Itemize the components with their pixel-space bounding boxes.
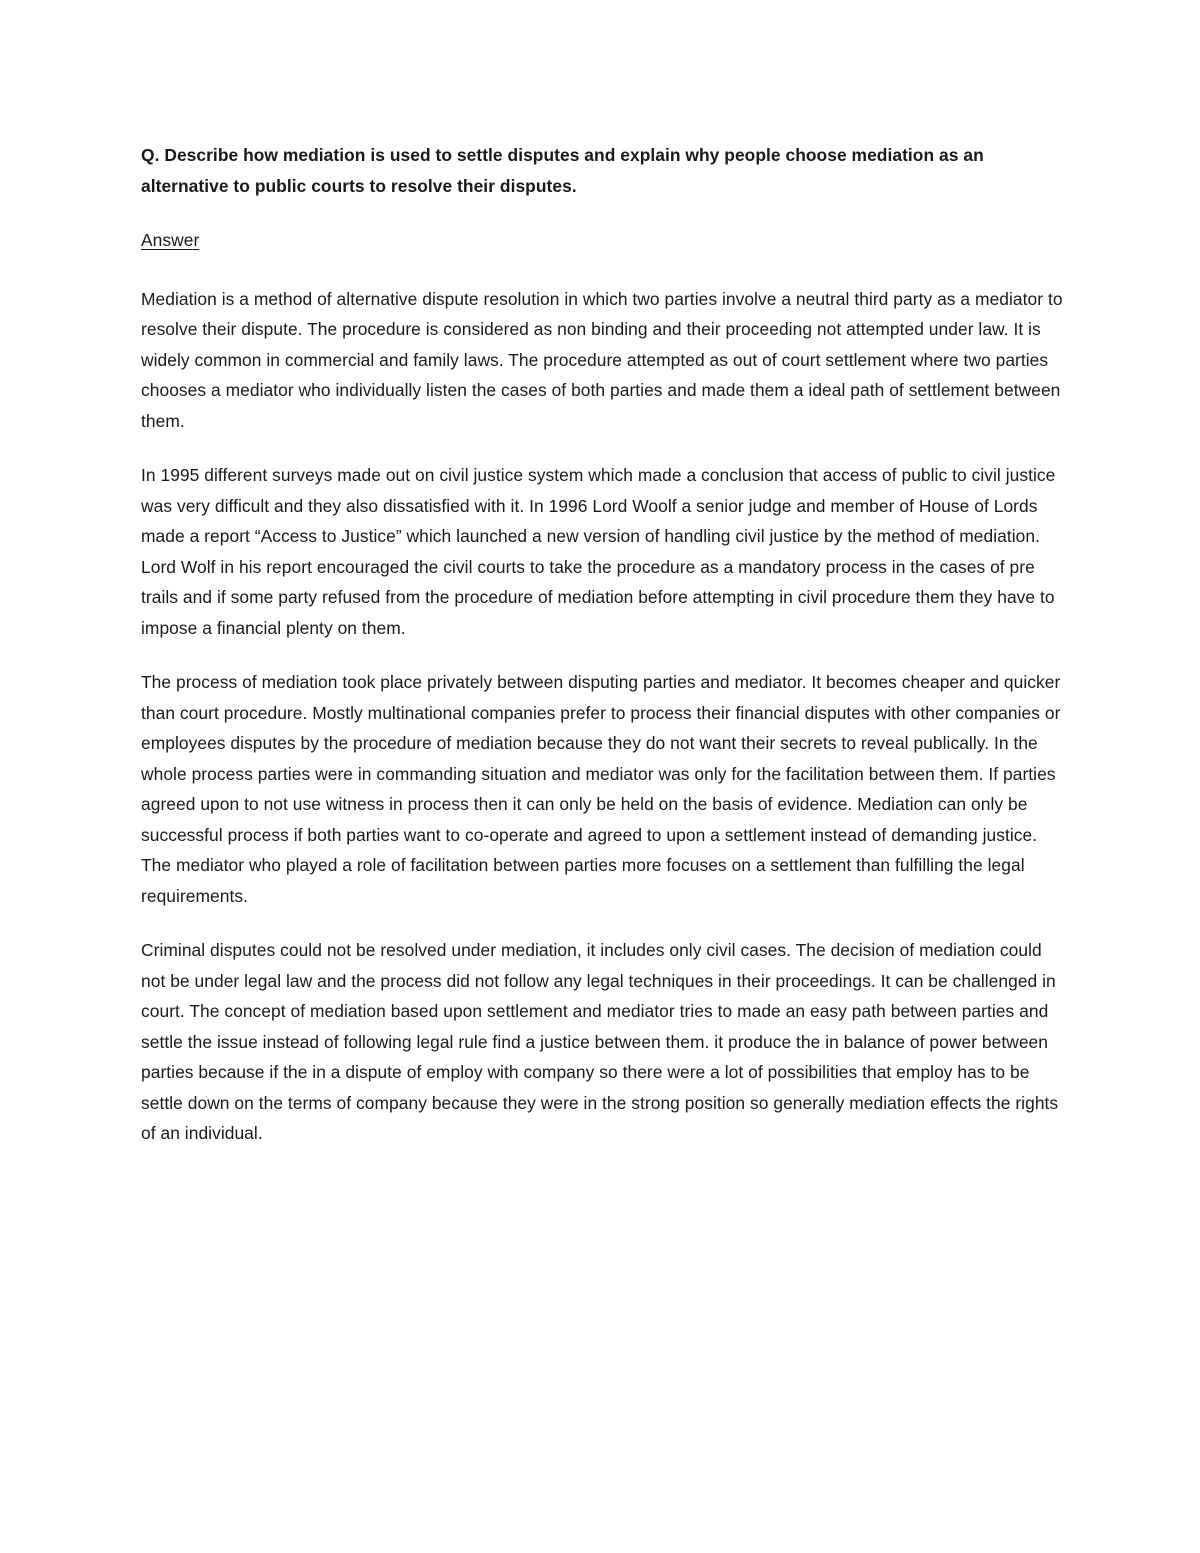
paragraph-1: Mediation is a method of alternative dispute resolution in which two parties involve a neutral third party as a mediator to resolve their dispute. The procedure is considered as non binding and their proceeding not attempted under law. It is widely common in commercial and family laws. The procedure attempted as out of court settlement where two parties chooses a mediator who individually listen the cases of both parties and made them a ideal path of settlement between them.: [141, 288, 1063, 431]
paragraph-2: In 1995 different surveys made out on civil justice system which made a conclusion that access of public to civil justice was very difficult and they also dissatisfied with it. In 1996 Lord Woolf a senior judge and member of House of Lords made a report “Access to Justice” which launched a new version of handling civil justice by the method of mediation. Lord Wolf in his report encouraged the civil courts to take the procedure as a mandatory process in the cases of pre trails and if some party refused from the procedure of mediation before attempting in civil procedure them they have to impose a financial plenty on them.: [141, 465, 1056, 638]
paragraph-4: Criminal disputes could not be resolved under mediation, it includes only civil cases. The decision of mediation could not be under legal law and the process did not follow any legal techniques in their proceedings. It can be challenged in court. The concept of mediation based upon settlement and mediator tries to made an easy path between parties and settle the issue instead of following legal rule find a justice between them. it produce the in balance of power between parties because if the in a dispute of employ with company so there were a lot of possibilities that employ has to be settle down on the terms of company because they were in the strong position so generally mediation effects the rights of an individual.: [141, 940, 1059, 1143]
question-heading: Q. Describe how mediation is used to settle disputes and explain why people choose mediation as an alternative to public courts to resolve their disputes.: [141, 145, 984, 196]
document-page: [141, 140, 1066, 1149]
paragraph-3: The process of mediation took place privately between disputing parties and mediator. It becomes cheaper and quicker than court procedure. Mostly multinational companies prefer to process their financial disputes with other companies or employees disputes by the procedure of mediation because they do not want their secrets to reveal publically. In the whole process parties were in commanding situation and mediator was only for the facilitation between them. If parties agreed upon to not use witness in process then it can only be held on the basis of evidence. Mediation can only be successful process if both parties want to co-operate and agreed to upon a settlement instead of demanding justice. The mediator who played a role of facilitation between parties more focuses on a settlement than fulfilling the legal requirements.: [141, 672, 1061, 906]
answer-label: Answer: [141, 230, 200, 250]
